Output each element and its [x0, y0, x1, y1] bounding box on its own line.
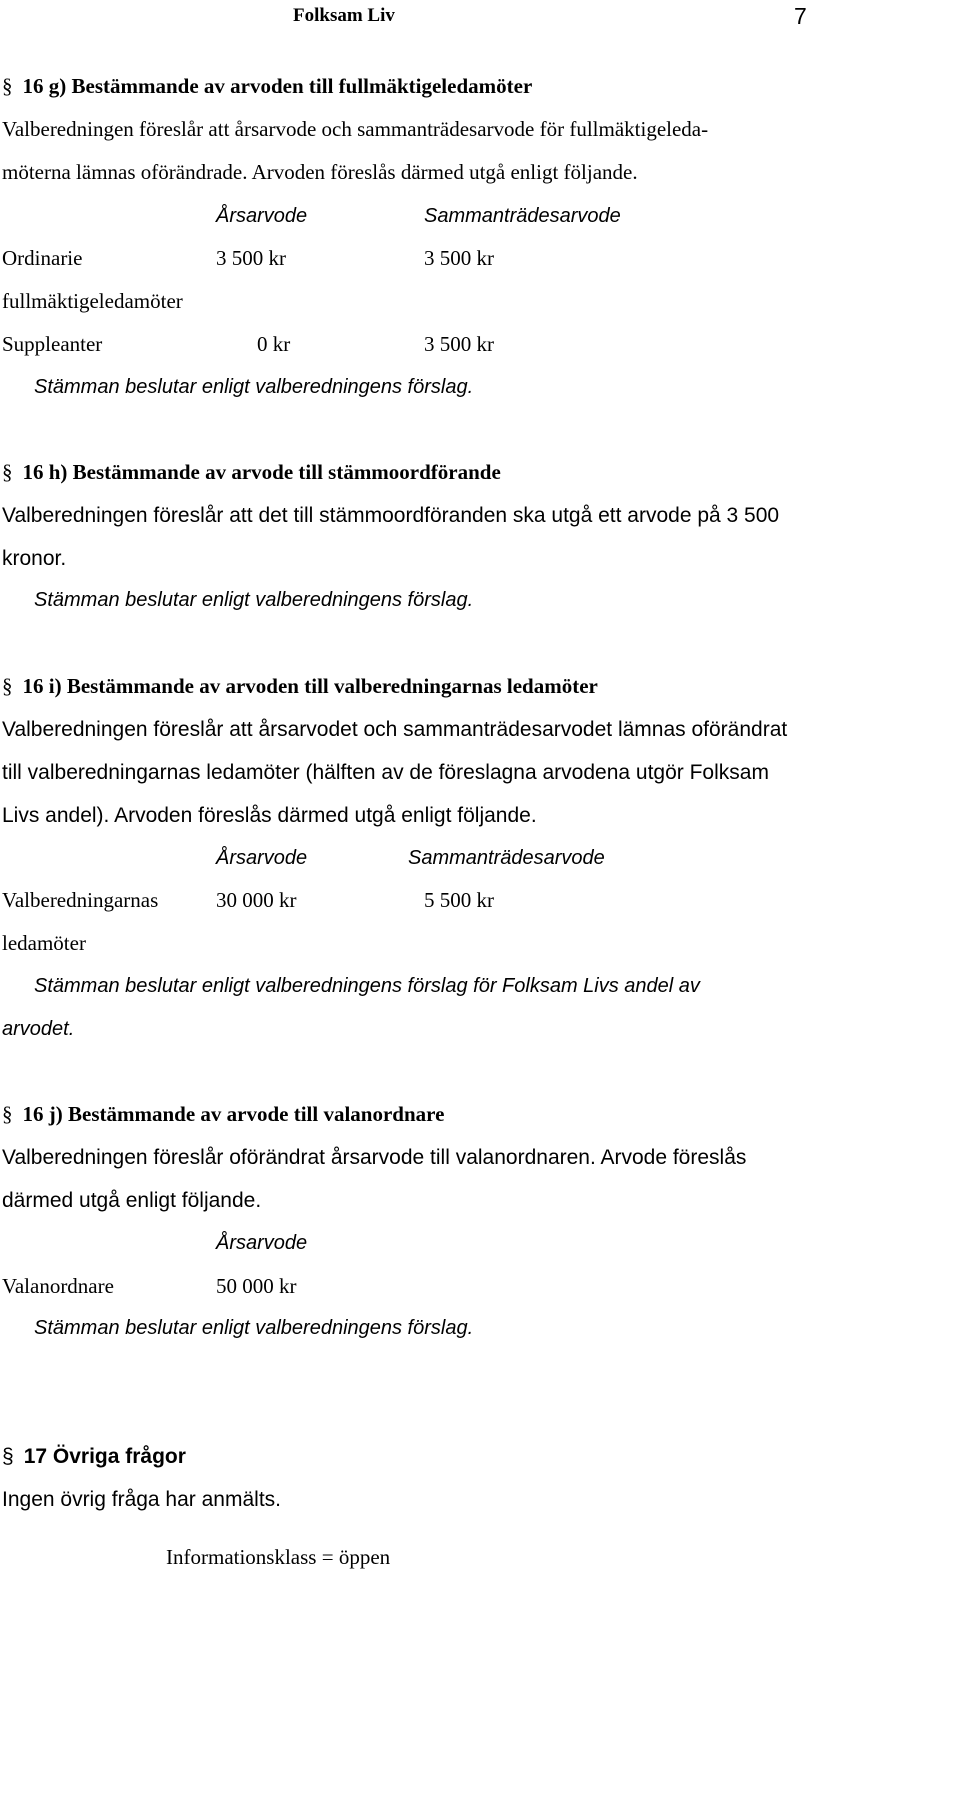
cell-value: 3 500 kr — [424, 332, 494, 356]
decision-text: Stämman beslutar enligt valberedningens förslag. — [34, 589, 474, 611]
row-label: Suppleanter — [2, 332, 103, 356]
row-label: Valanordnare — [2, 1274, 114, 1298]
cell-value: 30 000 kr — [216, 888, 297, 912]
section-g-para-line: Valberedningen föreslår att årsarvode och sammanträdesarvode för fullmäktigeleda- — [2, 117, 709, 141]
cell-value: 5 500 kr — [424, 888, 494, 912]
header-org: Folksam Liv — [293, 5, 395, 26]
decision-text: Stämman beslutar enligt valberedningens förslag. — [34, 1317, 474, 1339]
section-j-title: 16 j) Bestämmande av arvode till valanordnare — [22, 1102, 445, 1126]
column-header-sammantradesarvode: Sammanträdesarvode — [424, 205, 621, 227]
section-h-para-line: Valberedningen föreslår att det till stämmoordföranden ska utgå ett arvode på 3 500 — [2, 504, 780, 527]
section-i-para-line: till valberedningarnas ledamöter (hälften av de föreslagna arvodena utgör Folksam — [2, 761, 769, 784]
cell-value: 0 kr — [257, 332, 291, 356]
section-h-para-line: kronor. — [2, 547, 67, 570]
section-i-heading — [2, 676, 598, 697]
cell-value: 3 500 kr — [216, 246, 286, 270]
section-17-para: Ingen övrig fråga har anmälts. — [2, 1488, 281, 1511]
section-h-title: 16 h) Bestämmande av arvode till stämmoordförande — [22, 460, 501, 484]
row-label: Ordinarie — [2, 246, 83, 270]
section-sign: § — [2, 1102, 13, 1126]
section-j-heading — [2, 1104, 444, 1125]
column-header-sammantradesarvode: Sammanträdesarvode — [408, 847, 605, 869]
decision-text: Stämman beslutar enligt valberedningens förslag. — [34, 376, 474, 398]
section-g-heading — [2, 76, 532, 97]
column-header-arsarvode: Årsarvode — [216, 847, 308, 869]
cell-value: 50 000 kr — [216, 1274, 297, 1298]
section-j-para-line: Valberedningen föreslår oförändrat årsarvode till valanordnaren. Arvode föreslås — [2, 1146, 747, 1169]
section-i-title: 16 i) Bestämmande av arvoden till valberedningarnas ledamöter — [22, 674, 598, 698]
row-label: fullmäktigeledamöter — [2, 289, 183, 313]
section-sign: § — [2, 460, 13, 484]
row-label: ledamöter — [2, 931, 86, 955]
section-sign: § — [2, 674, 13, 698]
cell-value: 3 500 kr — [424, 246, 494, 270]
row-label: Valberedningarnas — [2, 888, 159, 912]
section-j-para-line: därmed utgå enligt följande. — [2, 1189, 262, 1212]
section-sign: § — [2, 74, 13, 98]
section-h-heading — [2, 462, 501, 483]
page-number: 7 — [794, 3, 807, 29]
column-header-arsarvode: Årsarvode — [216, 205, 308, 227]
section-sign: § — [2, 1445, 14, 1468]
section-i-para-line: Livs andel). Arvoden föreslås därmed utgå enligt följande. — [2, 804, 537, 827]
section-17-title: 17 Övriga frågor — [23, 1445, 186, 1468]
decision-text: arvodet. — [2, 1018, 75, 1040]
decision-text: Stämman beslutar enligt valberedningens förslag för Folksam Livs andel av — [34, 975, 700, 997]
section-i-para-line: Valberedningen föreslår att årsarvodet och sammanträdesarvodet lämnas oförändrat — [2, 718, 788, 741]
classification-footer: Informationsklass = öppen — [166, 1545, 391, 1569]
column-header-arsarvode: Årsarvode — [216, 1232, 308, 1254]
section-g-title: 16 g) Bestämmande av arvoden till fullmäktigeledamöter — [22, 74, 533, 98]
section-g-para-line: möterna lämnas oförändrade. Arvoden föreslås därmed utgå enligt följande. — [2, 160, 638, 184]
section-17-heading — [2, 1446, 186, 1467]
